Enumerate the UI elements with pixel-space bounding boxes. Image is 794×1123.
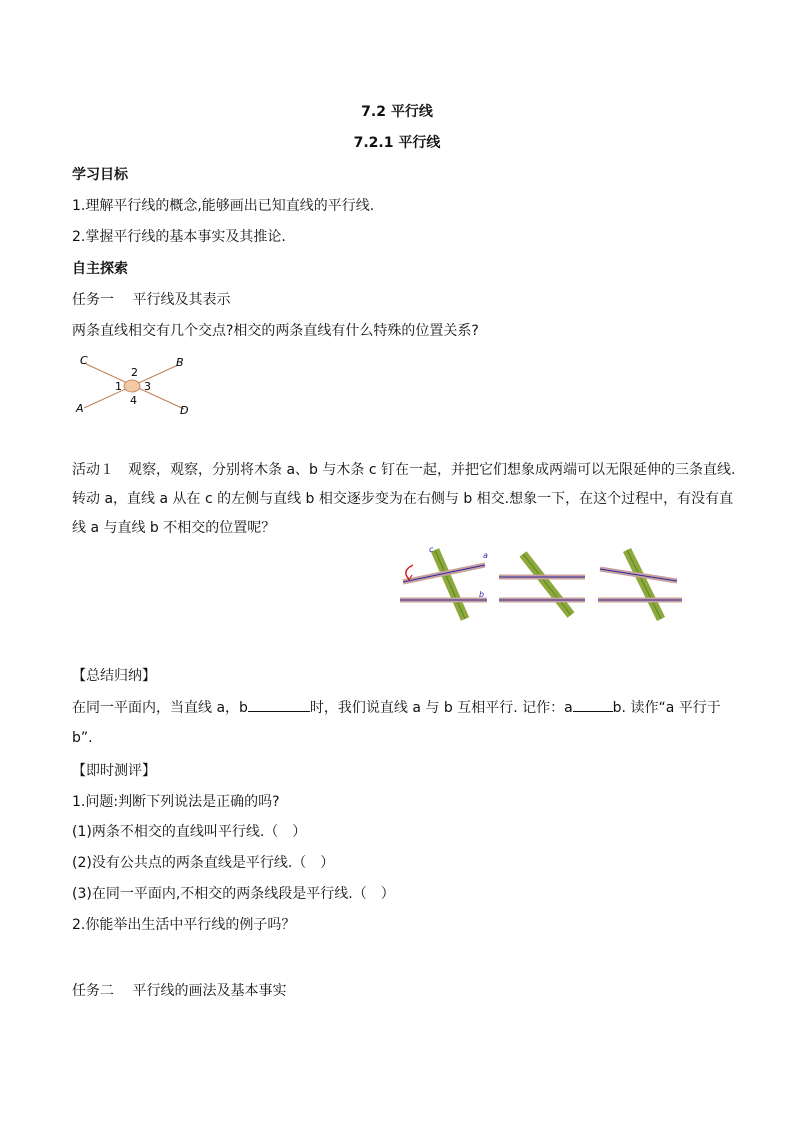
task2-heading: 任务二 平行线的画法及基本事实 (72, 983, 287, 999)
intersecting-lines-figure (72, 350, 202, 420)
wooden-strips-figure (395, 543, 690, 625)
quiz-question: 1.问题:判断下列说法是正确的吗? (72, 794, 280, 810)
strips-panel-3 (598, 550, 682, 619)
quiz-item: (2)没有公共点的两条直线是平行线.（ ） (72, 855, 335, 871)
label-c: C (80, 354, 88, 367)
angle-label: 1 (115, 380, 122, 393)
explore-heading: 自主探索 (72, 261, 128, 277)
goal-item: 1.理解平行线的概念,能够画出已知直线的平行线. (72, 198, 375, 214)
summary-text: 在同一平面内，当直线 a，b 时，我们说直线 a 与 b 互相平行. 记作：a b. 读作“a 平行于 (72, 697, 721, 718)
quiz-question: 2.你能举出生活中平行线的例子吗？ (72, 917, 296, 933)
label-b: B (176, 356, 184, 369)
page-title: 7.2 平行线 (361, 104, 433, 120)
quiz-item: (1)两条不相交的直线叫平行线.（ ） (72, 824, 307, 840)
activity-text: 活动１ 观察，观察，分别将木条 a、b 与木条 c 钉在一起，并把它们想象成两端可以无限延伸的三条直线. (72, 462, 736, 478)
label-a: A (76, 402, 84, 415)
blank-answer[interactable] (573, 697, 613, 712)
blank-answer[interactable] (248, 697, 310, 712)
intersection-marker (124, 380, 140, 392)
angle-label: 4 (130, 394, 137, 407)
label-d: D (180, 404, 189, 417)
strips-panel-2 (499, 554, 585, 615)
activity-text: 转动 a，直线 a 从在 c 的左侧与直线 b 相交逐步变为在右侧与 b 相交.想象一下，在这个过程中，有没有直 (72, 491, 734, 507)
label-c: c (429, 545, 434, 554)
summary-heading: 【总结归纳】 (72, 668, 156, 684)
angle-label: 3 (144, 380, 151, 393)
question-text: 两条直线相交有几个交点?相交的两条直线有什么特殊的位置关系? (72, 323, 479, 339)
goal-item: 2.掌握平行线的基本事实及其推论. (72, 229, 286, 245)
angle-label: 2 (131, 366, 138, 379)
goals-heading: 学习目标 (72, 167, 128, 183)
strips-panel-1 (400, 545, 488, 619)
quiz-heading: 【即时测评】 (72, 763, 156, 779)
section-subtitle: 7.2.1 平行线 (353, 135, 441, 151)
label-b: b (479, 590, 485, 599)
quiz-item: (3)在同一平面内,不相交的两条线段是平行线.（ ） (72, 886, 395, 902)
summary-text: b”. (72, 730, 93, 746)
task1-heading: 任务一 平行线及其表示 (72, 292, 231, 308)
label-a: a (483, 551, 488, 560)
activity-text: 线 a 与直线 b 不相交的位置呢？ (72, 520, 276, 536)
